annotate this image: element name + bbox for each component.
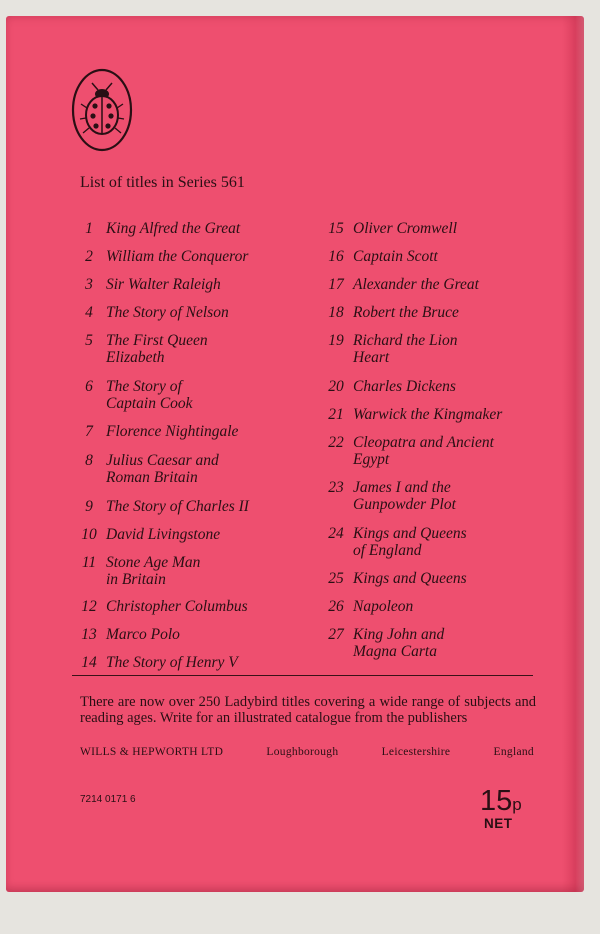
title-item <box>72 626 180 643</box>
title-text <box>106 554 200 588</box>
title-line: Captain Scott <box>353 248 438 265</box>
title-line: Alexander the Great <box>353 276 479 293</box>
title-text <box>353 598 413 615</box>
price-net: NET <box>484 816 513 831</box>
title-line: Stone Age Man <box>106 554 201 571</box>
isbn-number: 7214 0171 6 <box>80 794 136 805</box>
title-line: Oliver Cromwell <box>353 220 458 237</box>
title-item <box>319 276 479 293</box>
title-number: 14 <box>81 654 97 671</box>
title-item <box>72 498 249 515</box>
title-text <box>353 332 457 366</box>
title-text <box>106 220 240 237</box>
catalogue-blurb: There are now over 250 Ladybird titles covering a wide range of subjects and reading ages. Write for an illustrated catalogue from the publishers <box>80 694 536 726</box>
title-line: David Livingstone <box>106 526 221 543</box>
price-unit: p <box>512 795 522 814</box>
title-line: King Alfred the Great <box>106 220 241 237</box>
title-line: The Story of Henry V <box>106 654 238 671</box>
title-text <box>353 276 479 293</box>
title-number: 10 <box>81 526 97 543</box>
title-number: 7 <box>85 423 93 440</box>
title-text <box>106 498 249 515</box>
title-text <box>106 248 248 265</box>
title-line: Richard the Lion <box>353 332 458 349</box>
price-label <box>480 786 522 831</box>
title-item <box>72 332 208 366</box>
divider-rule <box>72 675 533 676</box>
title-line: Elizabeth <box>106 349 165 366</box>
title-line: Roman Britain <box>106 469 198 486</box>
title-line: Charles Dickens <box>353 378 456 395</box>
title-number: 11 <box>81 554 97 571</box>
title-number: 12 <box>81 598 97 615</box>
title-line: Cleopatra and Ancient <box>353 434 494 451</box>
title-number: 16 <box>328 248 344 265</box>
title-item <box>72 248 248 265</box>
title-text <box>353 570 467 587</box>
title-item <box>319 248 438 265</box>
publisher-name: WILLS & HEPWORTH LTD <box>80 746 224 758</box>
title-item <box>72 304 229 321</box>
title-item <box>72 598 248 615</box>
title-item <box>72 276 221 293</box>
title-number: 2 <box>85 248 93 265</box>
title-line: Heart <box>353 349 390 366</box>
title-number: 19 <box>328 332 344 349</box>
title-text <box>106 423 238 440</box>
title-item <box>319 570 467 587</box>
title-number: 13 <box>81 626 97 643</box>
title-line: Florence Nightingale <box>106 423 239 440</box>
title-item <box>319 220 457 237</box>
title-item <box>72 654 238 671</box>
publisher-country: England <box>493 746 534 758</box>
title-line: Napoleon <box>353 598 414 615</box>
title-item <box>72 220 240 237</box>
title-item <box>319 598 413 615</box>
title-text <box>106 332 208 366</box>
title-line: King John and <box>353 626 445 643</box>
title-text <box>353 434 494 468</box>
title-item <box>319 304 459 321</box>
cover-edge-shading <box>562 16 584 892</box>
title-text <box>353 525 467 559</box>
title-item <box>319 332 457 366</box>
title-text <box>106 598 248 615</box>
title-number: 3 <box>85 276 93 293</box>
title-line: Kings and Queens <box>353 570 467 587</box>
title-item <box>319 434 494 468</box>
title-item <box>319 406 502 423</box>
title-number: 18 <box>328 304 344 321</box>
title-text <box>106 378 193 412</box>
title-line: The Story of Nelson <box>106 304 229 321</box>
ladybird-logo-icon <box>71 68 133 152</box>
title-line: Gunpowder Plot <box>353 496 456 513</box>
title-number: 27 <box>328 626 344 643</box>
title-line: Magna Carta <box>353 643 437 660</box>
title-text <box>353 304 459 321</box>
publisher-town: Loughborough <box>266 746 339 758</box>
title-number: 17 <box>328 276 344 293</box>
title-number: 25 <box>328 570 344 587</box>
title-item <box>72 526 220 543</box>
title-number: 6 <box>85 378 93 395</box>
price-amount: 15 <box>480 785 513 817</box>
title-line: in Britain <box>106 571 166 588</box>
title-number: 20 <box>328 378 344 395</box>
title-line: William the Conqueror <box>106 248 249 265</box>
title-number: 15 <box>328 220 344 237</box>
title-number: 23 <box>328 479 344 496</box>
title-text <box>353 220 457 237</box>
title-item <box>319 479 456 513</box>
title-number: 22 <box>328 434 344 451</box>
title-line: of England <box>353 542 422 559</box>
title-item <box>319 525 467 559</box>
title-number: 21 <box>328 406 344 423</box>
title-line: The First Queen <box>106 332 208 349</box>
title-line: Kings and Queens <box>353 525 467 542</box>
title-line: Christopher Columbus <box>106 598 248 615</box>
title-number: 9 <box>85 498 93 515</box>
title-text <box>106 526 220 543</box>
book-back-cover <box>6 16 584 892</box>
title-item <box>72 378 193 412</box>
title-line: Egypt <box>353 451 390 468</box>
title-item <box>319 626 444 660</box>
title-text <box>353 479 456 513</box>
title-number: 4 <box>85 304 93 321</box>
series-title: List of titles in Series 561 <box>80 174 245 191</box>
title-line: Warwick the Kingmaker <box>353 406 503 423</box>
title-item <box>319 378 456 395</box>
title-number: 24 <box>328 525 344 542</box>
title-number: 1 <box>85 220 93 237</box>
title-text <box>106 452 219 486</box>
title-number: 5 <box>85 332 93 349</box>
title-item <box>72 554 200 588</box>
title-line: Sir Walter Raleigh <box>106 276 221 293</box>
title-text <box>353 248 438 265</box>
title-text <box>106 304 229 321</box>
publisher-line <box>80 746 534 758</box>
title-number: 26 <box>328 598 344 615</box>
title-text <box>353 406 502 423</box>
title-line: James I and the <box>353 479 451 496</box>
title-line: Robert the Bruce <box>353 304 459 321</box>
title-text <box>353 626 444 660</box>
publisher-county: Leicestershire <box>381 746 451 758</box>
title-line: Julius Caesar and <box>106 452 219 469</box>
title-line: Marco Polo <box>106 626 180 643</box>
title-number: 8 <box>85 452 93 469</box>
title-item <box>72 452 219 486</box>
title-text <box>106 626 180 643</box>
title-item <box>72 423 238 440</box>
title-text <box>106 276 221 293</box>
title-text <box>106 654 238 671</box>
title-text <box>353 378 456 395</box>
title-line: The Story of Charles II <box>106 498 249 515</box>
title-line: Captain Cook <box>106 395 193 412</box>
title-line: The Story of <box>106 378 182 395</box>
